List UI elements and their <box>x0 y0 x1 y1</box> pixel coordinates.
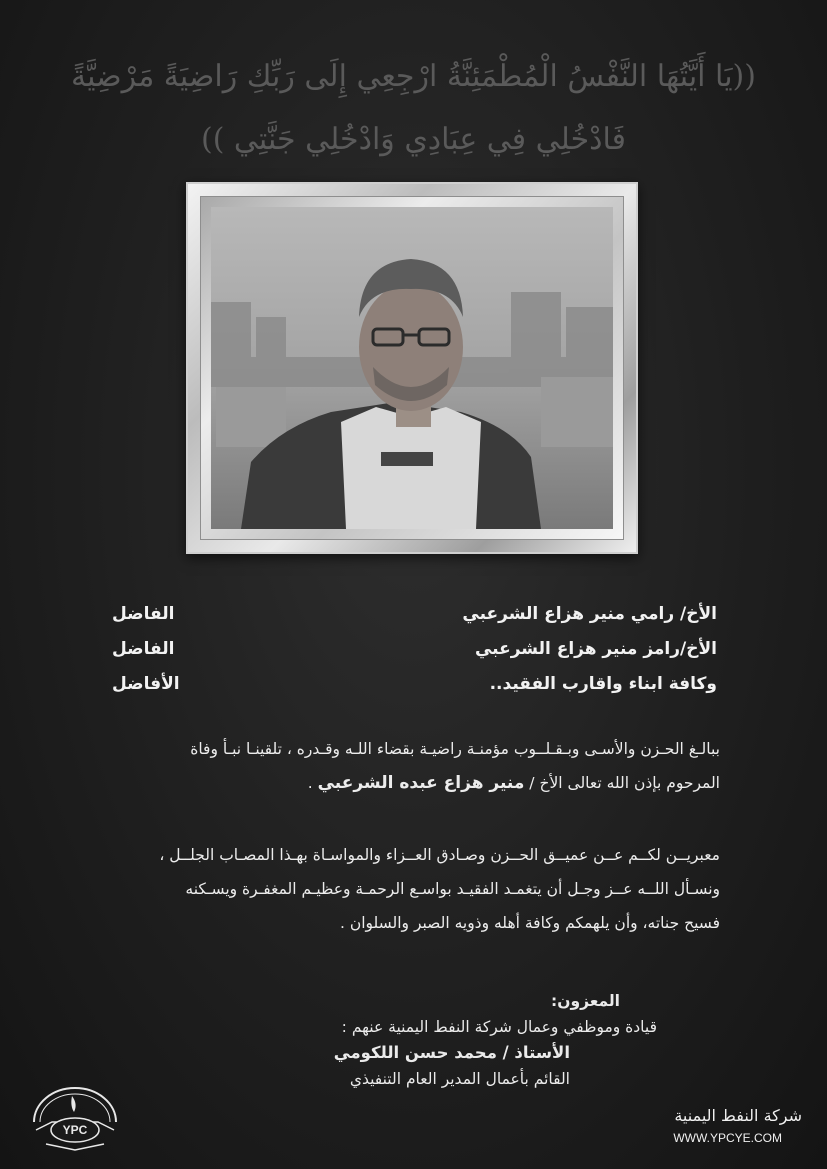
deceased-name: منير هزاع عبده الشرعبي <box>317 773 525 793</box>
recipient-row <box>112 666 717 701</box>
quran-verse-line-2: فَادْخُلِي فِي عِبَادِي وَادْخُلِي جَنَّتِي )) <box>200 122 626 157</box>
recipient-title: الفاضل <box>112 603 175 624</box>
prayer-line-2: ونسـأل اللــه عــز وجـل أن يتغمـد الفقيـد بواسـع الرحمـة وعظيـم المغفـرة ويسـكنه <box>185 880 720 898</box>
recipients-list <box>112 596 717 701</box>
recipient-title: الفاضل <box>112 638 175 659</box>
signature-represent: قيادة وموظفي وعمال شركة النفط اليمنية عنهم : <box>341 1018 657 1036</box>
signature-block <box>150 988 660 1092</box>
condolence-line-2 <box>100 766 720 800</box>
prayer-line-3: فسيح جناته، وأن يلهمكم وكافة أهله وذويه الصبر والسلوان . <box>340 914 720 932</box>
condolence-line-1: ببالـغ الحـزن والأسـى وبـقـلــوب مؤمنـة راضيـة بقضاء اللـه وقـدره ، تلقينـا نبـأ وفاة <box>190 740 720 758</box>
signatory-position: القائم بأعمال المدير العام التنفيذي <box>349 1070 570 1088</box>
portrait-illustration <box>211 207 613 529</box>
logo-text: YPC <box>62 1123 88 1137</box>
condolence-prefix: المرحوم بإذن الله تعالى الأخ / <box>524 774 720 792</box>
condolence-suffix: . <box>307 774 318 792</box>
recipient-row <box>112 596 717 631</box>
recipient-name: الأخ/ رامي منير هزاع الشرعبي <box>462 603 717 624</box>
prayer-line-1: معبريــن لكــم عــن عميــق الحــزن وصـادق العــزاء والمواسـاة بهـذا المصـاب الجلــل ، <box>159 846 720 864</box>
company-logo <box>26 1078 124 1156</box>
signature-title: المعزون: <box>551 992 620 1010</box>
condolence-paragraph <box>100 732 720 800</box>
recipient-title: الأفاضل <box>112 673 180 694</box>
recipient-name: وكافة ابناء واقارب الفقيد.. <box>489 673 717 694</box>
company-website[interactable]: WWW.YPCYE.COM <box>673 1131 782 1145</box>
recipient-name: الأخ/رامز منير هزاع الشرعبي <box>474 638 717 659</box>
signatory-name: الأستاذ / محمد حسن اللكومي <box>333 1043 570 1062</box>
photo-frame <box>186 182 638 554</box>
prayer-paragraph <box>100 838 720 940</box>
company-name: شركة النفط اليمنية <box>674 1106 802 1125</box>
recipient-row <box>112 631 717 666</box>
deceased-photo <box>211 207 613 529</box>
quran-verse-line-1: ((يَا أَيَّتُهَا النَّفْسُ الْمُطْمَئِنَّةُ ارْجِعِي إِلَى رَبِّكِ رَاضِيَةً مَرْضِيَّةً <box>71 59 756 94</box>
